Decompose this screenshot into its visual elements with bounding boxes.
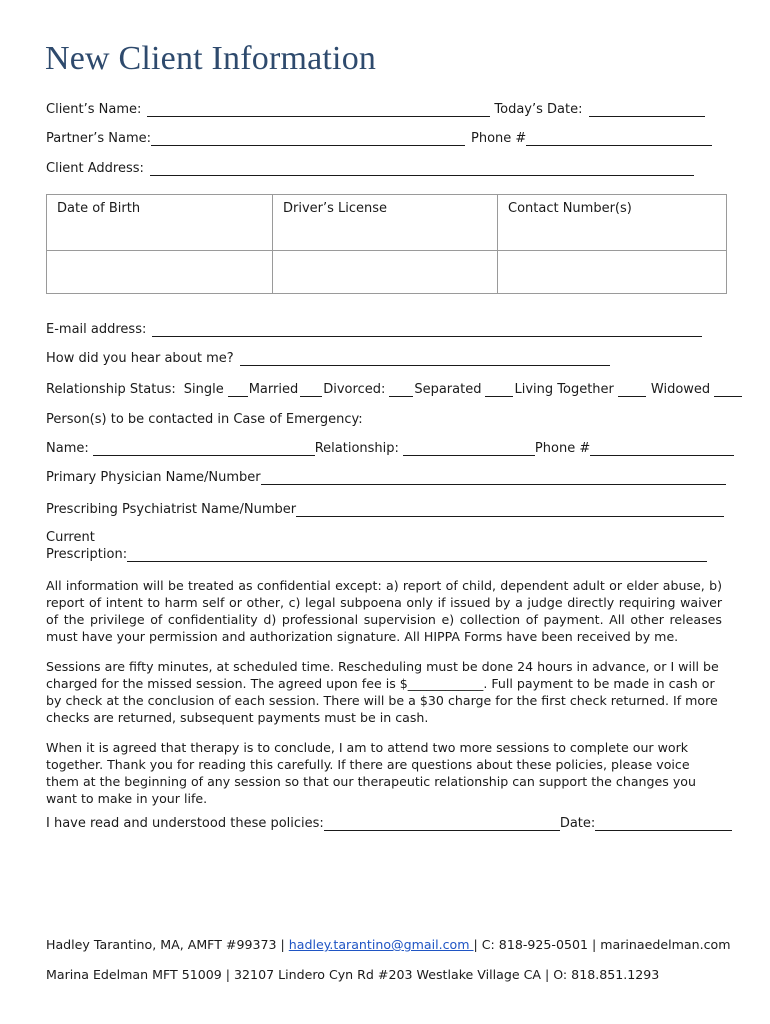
option-separated: Separated: [414, 382, 482, 397]
sessions-paragraph: Sessions are fifty minutes, at scheduled time. Rescheduling must be done 24 hours in advance, or I will be charged for the missed session. The agreed upon fee is $____________. Full payment to be made in cash or by check at the conclusion of each session. There will be a $30 charge for the first check returned. If more checks are returned, subsequent payments must be in cash.: [46, 659, 719, 725]
client-address-label: Client Address:: [46, 161, 144, 176]
client-name-row: [46, 102, 705, 117]
emergency-name-field[interactable]: [93, 442, 315, 456]
single-blank[interactable]: [228, 383, 248, 397]
email-label: E-mail address:: [46, 322, 147, 337]
signature-date-field[interactable]: [595, 817, 732, 831]
current-prescription-row-2: [46, 547, 707, 562]
separated-blank[interactable]: [485, 383, 513, 397]
emergency-contact-row: [46, 441, 734, 456]
phone-field[interactable]: [526, 132, 712, 146]
option-single: Single: [183, 382, 224, 397]
phone-label: Phone #: [471, 131, 527, 146]
partner-name-field[interactable]: [151, 132, 465, 146]
footer-line-1: [46, 937, 730, 952]
emergency-relationship-field[interactable]: [403, 442, 535, 456]
hear-about-row: [46, 351, 610, 366]
psychiatrist-row: [46, 502, 724, 517]
footer-suffix: | C: 818-925-0501 | marinaedelman.com: [473, 937, 731, 952]
emergency-name-label: Name:: [46, 441, 89, 456]
emergency-relationship-label: Relationship:: [314, 441, 399, 456]
current-prescription-label-1: Current: [46, 530, 95, 545]
option-divorced: Divorced:: [323, 382, 386, 397]
footer-email-link[interactable]: hadley.tarantino@gmail.com: [288, 937, 474, 952]
current-prescription-label-2: Prescription:: [46, 547, 128, 562]
emergency-heading: Person(s) to be contacted in Case of Emergency:: [46, 412, 363, 427]
footer-line-2: Marina Edelman MFT 51009 | 32107 Lindero Cyn Rd #203 Westlake Village CA | O: 818.851.1293: [46, 967, 660, 982]
footer-prefix: Hadley Tarantino, MA, AMFT #99373 |: [46, 937, 289, 952]
drivers-license-header: Driver’s License: [273, 195, 498, 251]
client-address-field[interactable]: [150, 162, 694, 176]
confidentiality-paragraph: All information will be treated as confidential except: a) report of child, dependent adult or elder abuse, b) report of intent to harm self or other, c) legal subpoena only if issued by a judge directly requiring waiver of the privilege of confidentiality d) professional supervision e) collection of payment. All other releases must have your permission and authorization signature. All HIPPA Forms have been received by me.: [46, 578, 722, 644]
contact-numbers-header: Contact Number(s): [498, 195, 727, 251]
signature-row: [46, 816, 732, 831]
married-blank[interactable]: [300, 383, 322, 397]
emergency-heading-row: [46, 412, 363, 427]
psychiatrist-field[interactable]: [296, 503, 724, 517]
signature-date-label: Date:: [559, 816, 596, 831]
physician-label: Primary Physician Name/Number: [46, 470, 261, 485]
partner-name-label: Partner’s Name:: [46, 131, 152, 146]
physician-field[interactable]: [261, 471, 726, 485]
option-living-together: Living Together: [514, 382, 614, 397]
todays-date-label: Today’s Date:: [494, 102, 583, 117]
contact-numbers-cell[interactable]: [498, 251, 727, 294]
signature-field[interactable]: [324, 817, 560, 831]
emergency-phone-label: Phone #: [534, 441, 591, 456]
client-details-table: [46, 194, 727, 294]
page-title: New Client Information: [45, 40, 377, 77]
todays-date-field[interactable]: [589, 103, 705, 117]
widowed-blank[interactable]: [714, 383, 742, 397]
hear-about-label: How did you hear about me?: [46, 351, 234, 366]
option-married: Married: [248, 382, 299, 397]
drivers-license-cell[interactable]: [273, 251, 498, 294]
client-name-label: Client’s Name:: [46, 102, 142, 117]
client-name-field[interactable]: [147, 103, 490, 117]
partner-name-row: [46, 131, 712, 146]
divorced-blank[interactable]: [389, 383, 413, 397]
dob-header: Date of Birth: [47, 195, 273, 251]
client-address-row: [46, 161, 694, 176]
relationship-status-row: [46, 382, 743, 397]
current-prescription-row-1: [46, 530, 95, 545]
therapy-paragraph: When it is agreed that therapy is to conclude, I am to attend two more sessions to complete our work together. Thank you for reading this carefully. If there are questions about these policies, please voice them at the beginning of any session so that our therapeutic relationship can support the changes you want to make in your life.: [46, 740, 696, 806]
email-field[interactable]: [152, 323, 702, 337]
current-prescription-field[interactable]: [127, 548, 707, 562]
hear-about-field[interactable]: [240, 352, 610, 366]
dob-cell[interactable]: [47, 251, 273, 294]
option-widowed: Widowed: [650, 382, 711, 397]
signature-label: I have read and understood these policies:: [46, 816, 324, 831]
emergency-phone-field[interactable]: [590, 442, 734, 456]
email-row: [46, 322, 702, 337]
living-together-blank[interactable]: [618, 383, 646, 397]
physician-row: [46, 470, 726, 485]
relationship-status-label: Relationship Status:: [46, 382, 176, 397]
psychiatrist-label: Prescribing Psychiatrist Name/Number: [46, 502, 297, 517]
